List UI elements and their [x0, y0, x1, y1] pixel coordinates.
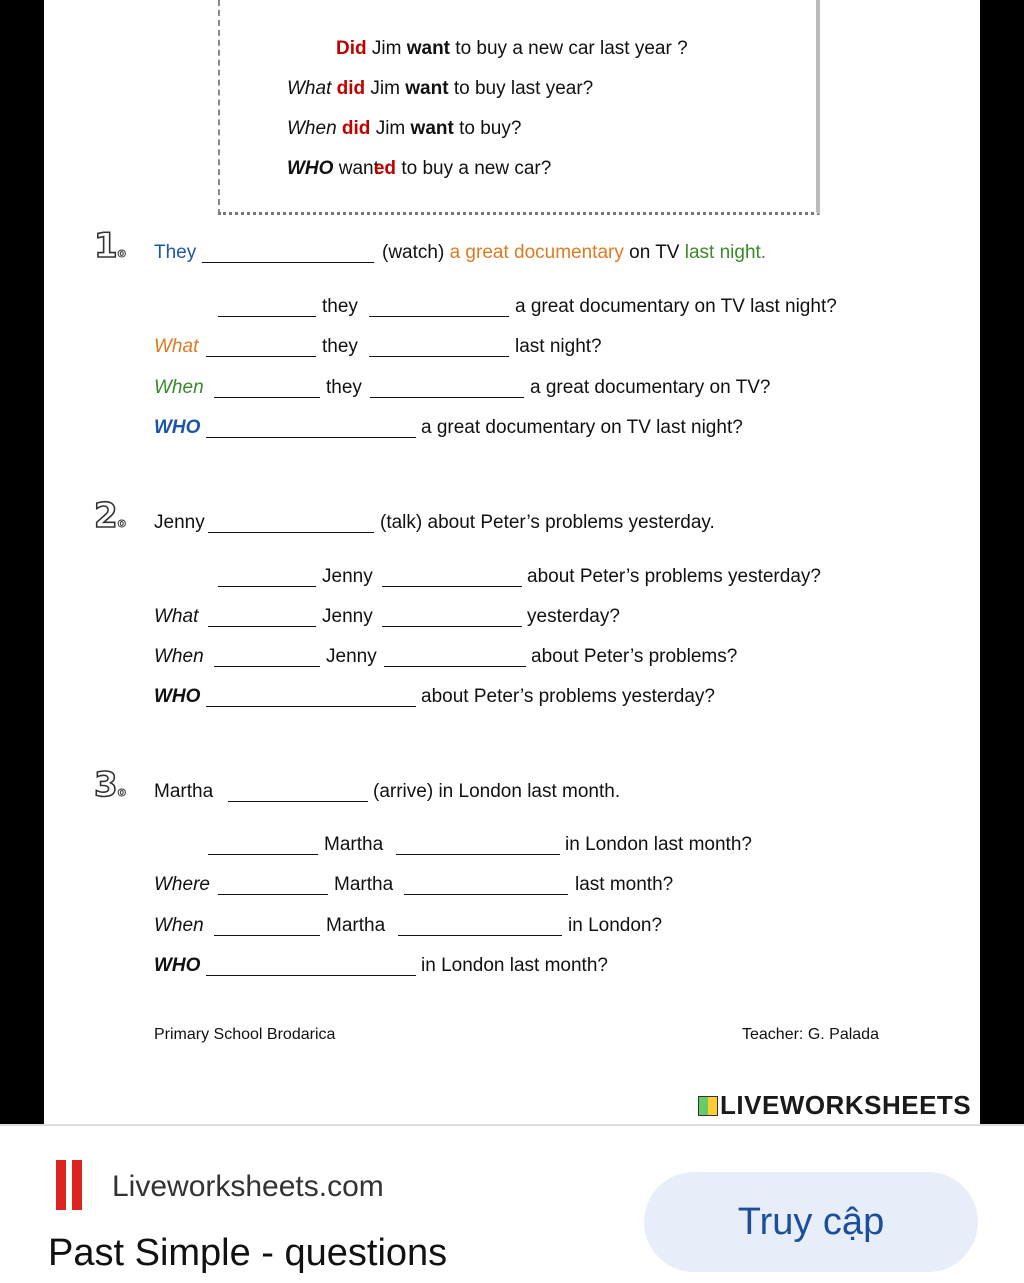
exercise3-who-word: WHO — [154, 955, 201, 976]
exercise1-yn-rest: a great documentary on TV last night? — [515, 296, 837, 317]
exercise2-when-verb-blank[interactable] — [384, 666, 526, 667]
visit-button[interactable]: Truy cập — [644, 1172, 978, 1272]
exercise3-when-rest: in London? — [568, 915, 663, 936]
exercise3-who-rest: in London last month? — [421, 955, 608, 976]
source-favicon-icon-bar — [72, 1160, 82, 1210]
exercise2-what-aux-blank[interactable] — [208, 626, 316, 627]
exercise3-where-verb-blank[interactable] — [404, 894, 568, 895]
exercise2-subject: Jenny — [154, 512, 205, 533]
exercise1-yn-aux-blank[interactable] — [218, 316, 316, 317]
exercise1-yn-subject: they — [322, 296, 358, 317]
exercise-number-1: 1o — [94, 226, 126, 266]
exercise1-who-word: WHO — [154, 417, 201, 438]
exercise1-what-word: What — [154, 336, 199, 357]
exercise1-when-rest: a great documentary on TV? — [530, 377, 771, 398]
exercise2-verb-hint: (talk) about Peter’s problems yesterday. — [380, 512, 715, 533]
exercise1-when-subject: they — [326, 377, 362, 398]
exercise1-when-word: When — [154, 377, 204, 398]
exercise-number-2: 2o — [94, 496, 126, 536]
result-title[interactable]: Past Simple - questions — [48, 1232, 448, 1274]
exercise2-who-word: WHO — [154, 686, 201, 707]
exercise1-when-verb-blank[interactable] — [370, 397, 524, 398]
exercise1-who-rest: a great documentary on TV last night? — [421, 417, 743, 438]
source-site-name[interactable]: Liveworksheets.com — [112, 1170, 384, 1203]
exercise2-when-aux-blank[interactable] — [214, 666, 320, 667]
exercise3-who-blank[interactable] — [206, 975, 416, 976]
example-box — [218, 0, 820, 215]
exercise3-when-verb-blank[interactable] — [398, 935, 562, 936]
source-favicon-icon — [56, 1160, 66, 1210]
exercise3-when-word: When — [154, 915, 204, 936]
exercise2-when-word: When — [154, 646, 204, 667]
exercise1-what-subject: they — [322, 336, 358, 357]
teacher-name: Teacher: G. Palada — [742, 1026, 879, 1043]
exercise1-statement-rest: (watch) a great documentary on TV last night. — [382, 242, 767, 263]
exercise3-where-aux-blank[interactable] — [218, 894, 328, 895]
exercise1-yn-verb-blank[interactable] — [369, 316, 509, 317]
example-question-2: What did Jim want to buy last year? — [287, 78, 594, 99]
exercise1-what-rest: last night? — [515, 336, 602, 357]
exercise2-yn-rest: about Peter’s problems yesterday? — [527, 566, 821, 587]
exercise1-who-blank[interactable] — [206, 437, 416, 438]
exercise3-when-aux-blank[interactable] — [214, 935, 320, 936]
exercise3-where-subject: Martha — [334, 874, 394, 895]
exercise2-what-word: What — [154, 606, 199, 627]
exercise2-yn-aux-blank[interactable] — [218, 586, 316, 587]
exercise2-what-verb-blank[interactable] — [382, 626, 522, 627]
exercise2-what-rest: yesterday? — [527, 606, 620, 627]
exercise3-where-word: Where — [154, 874, 210, 895]
exercise3-verb-hint: (arrive) in London last month. — [373, 781, 621, 802]
example-question-4: WHO wanted to buy a new car? — [287, 158, 552, 179]
example-question-1: Did Jim want to buy a new car last year ? — [336, 38, 688, 59]
exercise3-when-subject: Martha — [326, 915, 386, 936]
exercise2-what-subject: Jenny — [322, 606, 373, 627]
exercise-number-3: 3o — [94, 765, 126, 805]
exercise3-statement-blank[interactable] — [228, 801, 368, 802]
exercise1-statement-blank[interactable] — [202, 262, 374, 263]
exercise1-when-aux-blank[interactable] — [214, 397, 320, 398]
exercise1-what-aux-blank[interactable] — [206, 356, 316, 357]
liveworksheets-logo: LIVEWORKSHEETS — [698, 1090, 971, 1121]
exercise1-what-verb-blank[interactable] — [369, 356, 509, 357]
exercise2-when-subject: Jenny — [326, 646, 377, 667]
liveworksheets-logo-icon — [698, 1096, 718, 1116]
exercise2-who-rest: about Peter’s problems yesterday? — [421, 686, 715, 707]
exercise3-yn-aux-blank[interactable] — [208, 854, 318, 855]
exercise2-yn-subject: Jenny — [322, 566, 373, 587]
exercise3-yn-subject: Martha — [324, 834, 384, 855]
exercise3-yn-verb-blank[interactable] — [396, 854, 560, 855]
exercise3-yn-rest: in London last month? — [565, 834, 752, 855]
exercise1-statement: They — [154, 242, 197, 263]
exercise2-statement-blank[interactable] — [208, 532, 374, 533]
exercise3-subject: Martha — [154, 781, 214, 802]
worksheet-image — [44, 0, 980, 1124]
exercise2-who-blank[interactable] — [206, 706, 416, 707]
exercise2-when-rest: about Peter’s problems? — [531, 646, 738, 667]
example-question-3: When did Jim want to buy? — [287, 118, 522, 139]
exercise3-where-rest: last month? — [575, 874, 674, 895]
school-name: Primary School Brodarica — [154, 1026, 336, 1043]
exercise2-yn-verb-blank[interactable] — [382, 586, 522, 587]
